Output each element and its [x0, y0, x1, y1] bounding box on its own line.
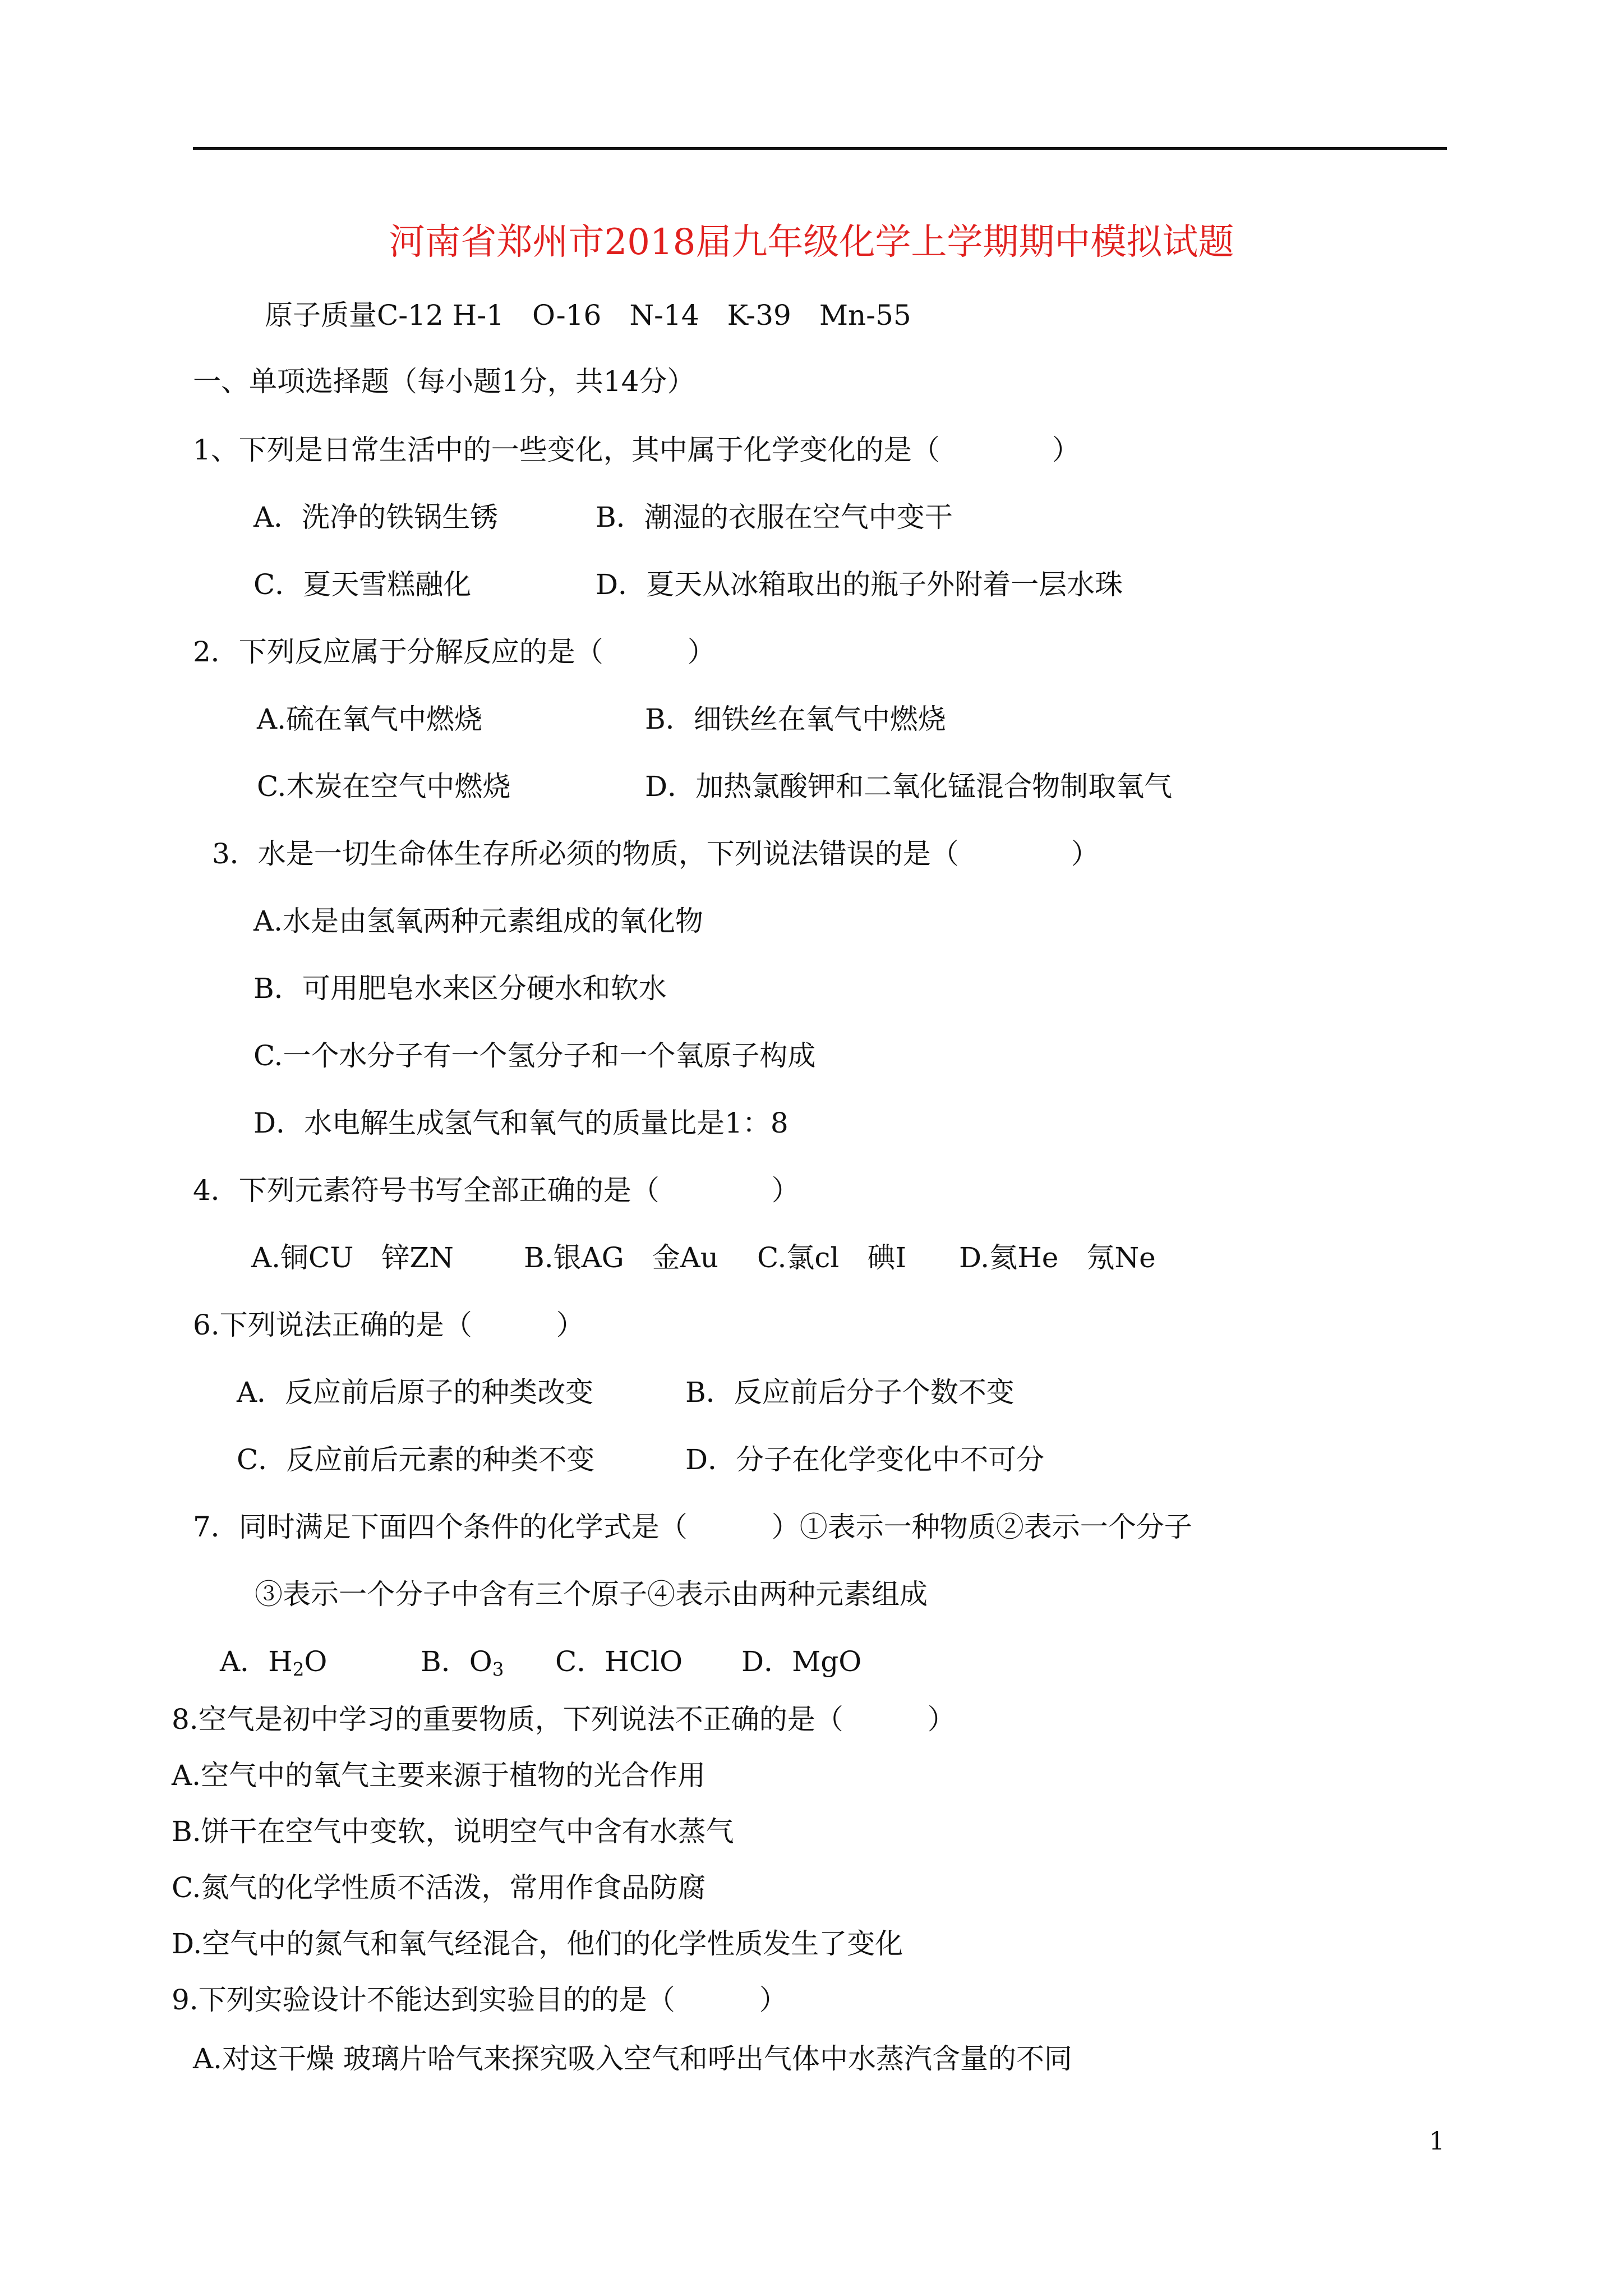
atomic-mass-line: 原子质量C-12 H-1 O-16 N-14 K-39 Mn-55: [265, 299, 911, 332]
question-6-option-c: C．反应前后元素的种类不变: [237, 1443, 595, 1476]
question-8-option-a: A.空气中的氧气主要来源于植物的光合作用: [172, 1759, 706, 1792]
question-3-option-c: C.一个水分子有一个氢分子和一个氧原子构成: [253, 1039, 816, 1072]
question-1-option-d: D．夏天从冰箱取出的瓶子外附着一层水珠: [596, 568, 1123, 601]
question-4-option-b: B.银AG 金Au: [524, 1241, 718, 1274]
question-8-option-b: B.饼干在空气中变软，说明空气中含有水蒸气: [172, 1815, 734, 1848]
question-7-option-b: B．$O_3$: [421, 1645, 504, 1681]
question-1-option-a: A．洗净的铁锅生锈: [253, 501, 499, 533]
question-8-stem: 8.空气是初中学习的重要物质，下列说法不正确的是（ ）: [172, 1703, 956, 1736]
question-9-option-a: A.对这干燥 玻璃片哈气来探究吸入空气和呼出气体中水蒸汽含量的不同: [193, 2042, 1072, 2075]
question-6-option-a: A．反应前后原子的种类改变: [237, 1376, 594, 1409]
question-3-stem: 3．水是一切生命体生存所必须的物质，下列说法错误的是（ ）: [212, 838, 1099, 870]
question-1-stem: 1、下列是日常生活中的一些变化，其中属于化学变化的是（ ）: [193, 434, 1080, 466]
question-1-option-b: B．潮湿的衣服在空气中变干: [596, 501, 953, 533]
question-2-option-b: B．细铁丝在氧气中燃烧: [645, 703, 946, 735]
question-6-option-d: D．分子在化学变化中不可分: [685, 1443, 1045, 1476]
question-7-stem-continued: ③表示一个分子中含有三个原子④表示由两种元素组成: [255, 1578, 928, 1611]
question-6-option-b: B．反应前后分子个数不变: [685, 1376, 1015, 1409]
question-3-option-a: A.水是由氢氧两种元素组成的氧化物: [253, 905, 704, 937]
question-4-option-a: A.铜CU 锌ZN: [251, 1241, 454, 1274]
question-4-stem: 4．下列元素符号书写全部正确的是（ ）: [193, 1174, 800, 1207]
question-2-option-c: C.木炭在空气中燃烧: [257, 770, 511, 803]
question-4-option-d: D.氦He 氖Ne: [959, 1241, 1156, 1274]
question-9-stem: 9.下列实验设计不能达到实验目的的是（ ）: [172, 1984, 787, 2016]
header-rule: [193, 147, 1447, 150]
section-heading: 一、单项选择题（每小题1分，共14分）: [193, 365, 695, 398]
question-7-stem: 7．同时满足下面四个条件的化学式是（ ）①表示一种物质②表示一个分子: [193, 1511, 1192, 1543]
question-2-option-d: D．加热氯酸钾和二氧化锰混合物制取氧气: [645, 770, 1173, 803]
question-7-option-a: A．$H_2O$: [220, 1645, 328, 1681]
question-8-option-d: D.空气中的氮气和氧气经混合，他们的化学性质发生了变化: [172, 1927, 903, 1960]
question-6-stem: 6.下列说法正确的是（ ）: [193, 1309, 584, 1341]
question-7-option-d: D．MgO: [741, 1645, 862, 1678]
question-4-option-c: C.氯cl 碘I: [757, 1241, 907, 1274]
page-title: 河南省郑州市2018届九年级化学上学期期中模拟试题: [389, 222, 1234, 263]
question-7-option-c: C．HClO: [555, 1645, 683, 1678]
question-2-stem: 2．下列反应属于分解反应的是（ ）: [193, 636, 716, 668]
question-2-option-a: A.硫在氧气中燃烧: [257, 703, 483, 735]
question-3-option-b: B．可用肥皂水来区分硬水和软水: [253, 972, 667, 1005]
page-number: 1: [1429, 2127, 1445, 2156]
question-8-option-c: C.氮气的化学性质不活泼，常用作食品防腐: [172, 1871, 706, 1904]
question-3-option-d: D．水电解生成氢气和氧气的质量比是1：8: [253, 1107, 789, 1139]
question-1-option-c: C．夏天雪糕融化: [253, 568, 472, 601]
